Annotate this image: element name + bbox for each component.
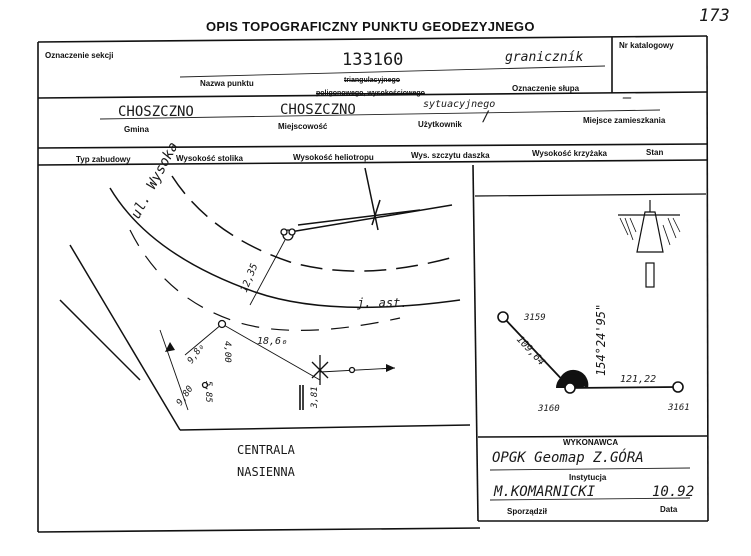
label-gmina: Gmina: [124, 125, 149, 134]
label-oznaczenie-slupa: Oznaczenie słupa: [512, 84, 580, 93]
gmina-value: CHOSZCZNO: [118, 104, 194, 120]
kerb-label: j. ast.: [357, 296, 408, 310]
page-mark: 173: [699, 6, 730, 26]
stan-dash: –: [623, 90, 632, 106]
distance-c: 9,8₀: [186, 342, 207, 366]
sytuacyjnego-value: sytuacyjnego: [423, 99, 496, 110]
caption-centrala: CENTRALA: [237, 443, 295, 457]
label-data: Data: [660, 505, 678, 514]
label-miejscowosc: Miejscowość: [278, 122, 328, 131]
label-uzytkownik: Użytkownik: [418, 120, 463, 129]
diagram-distance-1: 109,64: [513, 334, 547, 368]
label-wys-szczytu-daszka: Wys. szczytu daszka: [411, 151, 490, 160]
diagram-angle: 154°24'95": [594, 303, 608, 376]
distance-e: 5,85: [203, 381, 213, 403]
uzytkownik-mark: /: [482, 109, 491, 125]
label-poligonowego: poligonowego, wysokościowego: [316, 90, 425, 97]
diagram-distance-2: 121,22: [620, 374, 657, 385]
label-stan: Stan: [646, 148, 664, 157]
page-title: OPIS TOPOGRAFICZNY PUNKTU GEODEZYJNEGO: [206, 19, 535, 34]
distance-f: 4,00: [222, 341, 232, 363]
label-wysokosc-stolika: Wysokość stolika: [176, 154, 243, 163]
point-type: graniczník: [505, 50, 584, 65]
point-number: 133160: [342, 50, 404, 70]
distance-a: 12,35: [239, 262, 261, 295]
label-oznaczenie-sekcji: Oznaczenie sekcji: [45, 51, 114, 60]
institution-value: OPGK Geomap Z.GÓRA: [492, 450, 644, 466]
label-wysokosc-heliotropu: Wysokość heliotropu: [293, 153, 374, 162]
label-wysokosc-krzyzaka: Wysokość krzyżaka: [532, 149, 608, 158]
label-instytucja: Instytucja: [569, 473, 607, 482]
date-value: 10.92: [652, 484, 695, 500]
author-value: M.KOMARNICKI: [494, 484, 596, 500]
street-name: ul. Wysoka: [128, 139, 182, 222]
label-typ-zabudowy: Typ zabudowy: [76, 155, 131, 164]
label-triangulacyjnego: triangulacyjnego: [344, 77, 401, 84]
point-3160: 3160: [538, 404, 560, 414]
distance-d: 9,80: [175, 384, 196, 408]
caption-nasienna: NASIENNA: [237, 465, 295, 479]
point-3161: 3161: [668, 403, 690, 413]
point-3159: 3159: [524, 313, 546, 323]
label-miejsce-zamieszkania: Miejsce zamieszkania: [583, 116, 666, 125]
label-nazwa-punktu: Nazwa punktu: [200, 79, 254, 88]
distance-b: 18,6₀: [257, 336, 288, 347]
miejscowosc-value: CHOSZCZNO: [280, 102, 356, 118]
label-nr-katalogowy: Nr katalogowy: [619, 41, 674, 50]
label-sporzadzil: Sporządził: [507, 507, 548, 516]
distance-g: 3,81: [310, 386, 320, 408]
label-wykonawca: WYKONAWCA: [563, 438, 619, 447]
